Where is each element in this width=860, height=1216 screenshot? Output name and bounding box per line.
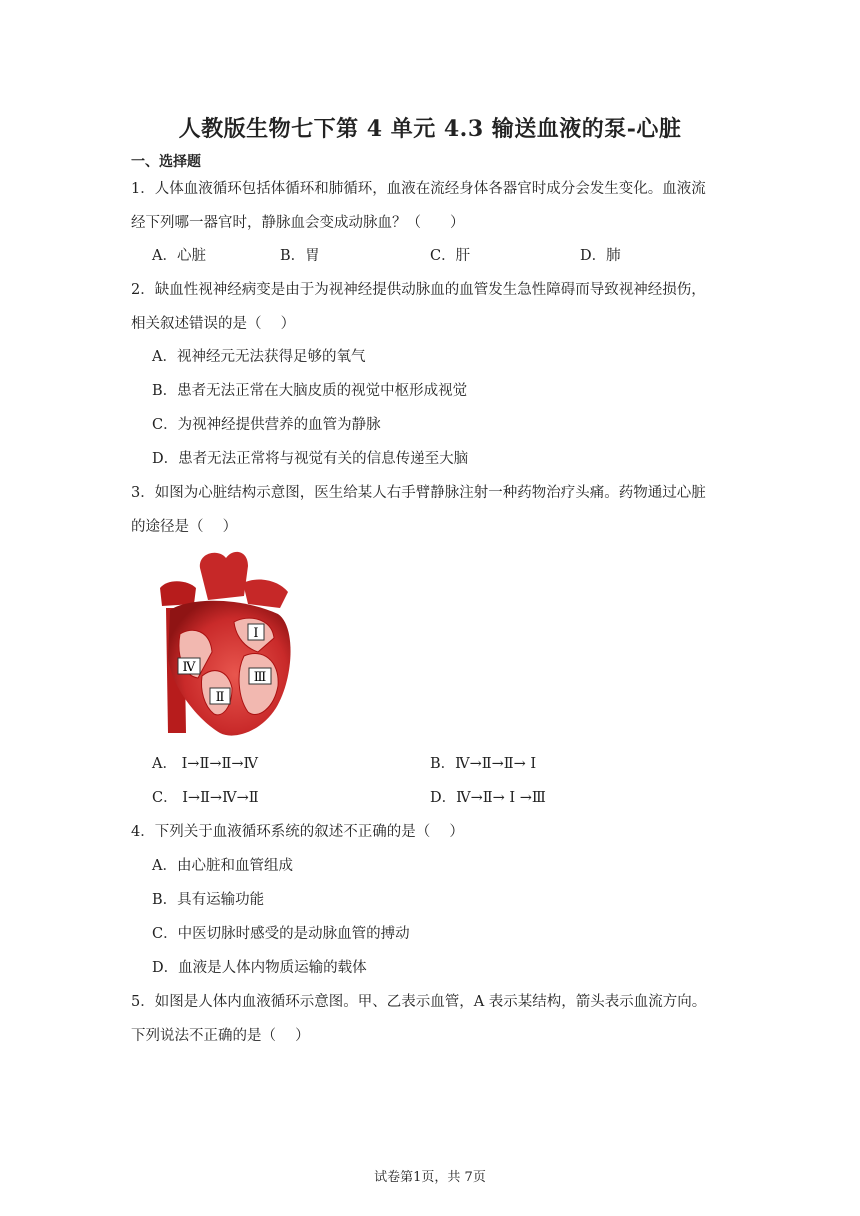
- option: D．Ⅳ→Ⅱ→ Ⅰ →Ⅲ: [430, 790, 546, 806]
- question-4: [131, 815, 731, 849]
- question-line: 经下列哪一器官时，静脉血会变成动脉血？（ ）: [131, 215, 465, 231]
- question-line: 1．人体血液循环包括体循环和肺循环，血液在流经身体各器官时成分会发生变化。血液流: [131, 181, 706, 197]
- option: A．视神经元无法获得足够的氧气: [152, 349, 366, 365]
- option: C．肝: [430, 248, 471, 264]
- option: B．Ⅳ→Ⅱ→Ⅱ→ Ⅰ: [430, 756, 537, 772]
- page-footer: 试卷第1页，共 7页: [374, 1170, 486, 1185]
- label-III: Ⅲ: [253, 670, 267, 685]
- question-2: [131, 273, 731, 341]
- label-I: Ⅰ: [253, 626, 259, 641]
- pulmonary-vein-shape: [243, 580, 288, 608]
- option: A．由心脏和血管组成: [152, 858, 293, 874]
- page-title: 人教版生物七下第 4 单元 4.3 输送血液的泵-心脏: [178, 116, 682, 142]
- question-5: [131, 985, 731, 1053]
- question-3: [131, 476, 731, 544]
- option: D．血液是人体内物质运输的载体: [152, 960, 367, 976]
- label-IV: Ⅳ: [182, 660, 196, 675]
- section-heading: 一、选择题: [131, 154, 201, 170]
- option: C．中医切脉时感受的是动脉血管的搏动: [152, 926, 410, 942]
- aorta-shape: [200, 552, 248, 600]
- option: C．为视神经提供营养的血管为静脉: [152, 417, 381, 433]
- heart-diagram: [148, 548, 298, 738]
- question-line: 3．如图为心脏结构示意图，医生给某人右手臂静脉注射一种药物治疗头痛。药物通过心脏: [131, 485, 706, 501]
- question-line: 相关叙述错误的是（ ）: [131, 316, 296, 332]
- question-1: [131, 172, 731, 240]
- label-II: Ⅱ: [215, 690, 225, 705]
- option: B．患者无法正常在大脑皮质的视觉中枢形成视觉: [152, 383, 468, 399]
- option: D．患者无法正常将与视觉有关的信息传递至大脑: [152, 451, 469, 467]
- question-line: 4．下列关于血液循环系统的叙述不正确的是（ ）: [131, 824, 464, 840]
- question-line: 的途径是（ ）: [131, 519, 238, 535]
- option: B．胃: [280, 248, 320, 264]
- option: A．心脏: [152, 248, 206, 264]
- option: D．肺: [580, 248, 621, 264]
- question-line: 5．如图是人体内血液循环示意图。甲、乙表示血管，A 表示某结构，箭头表示血流方向。: [131, 994, 707, 1010]
- question-line: 下列说法不正确的是（ ）: [131, 1028, 310, 1044]
- question-line: 2．缺血性视神经病变是由于为视神经提供动脉血的血管发生急性障碍而导致视神经损伤，: [131, 282, 706, 298]
- option: C． Ⅰ→Ⅱ→Ⅳ→Ⅱ: [152, 790, 259, 806]
- pulmonary-vessel-shape: [160, 581, 196, 606]
- option: B．具有运输功能: [152, 892, 265, 908]
- option: A． Ⅰ→Ⅱ→Ⅱ→Ⅳ: [152, 756, 258, 772]
